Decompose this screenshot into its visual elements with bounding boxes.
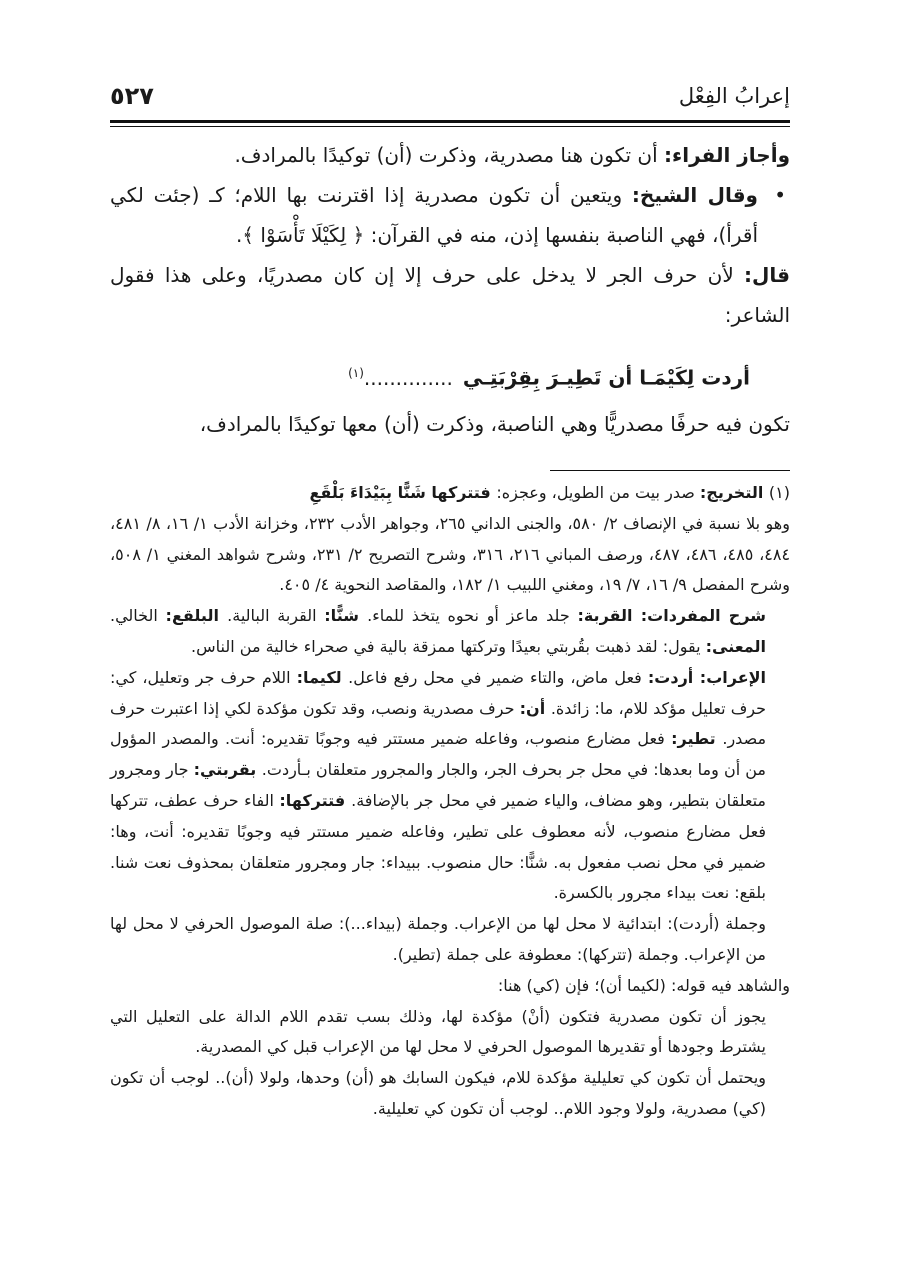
sheikh-text: ويتعين أن تكون مصدرية إذا اقترنت بها اللام؛ كـ (جئت لكي أقرأ)، فهي الناصبة بنفسها إذن، منه في القرآن: ﴿ لِكَيْلَا تَأْسَوْا ﴾. bbox=[110, 183, 758, 247]
vocab-def-shann: القربة البالية. bbox=[227, 606, 325, 626]
footnote-option-2 bbox=[110, 1063, 790, 1125]
paragraph-farra bbox=[110, 135, 790, 175]
vocab-word-balqa: البلقع: bbox=[165, 606, 228, 626]
main-text bbox=[110, 135, 790, 444]
hemistich-text: فتتركها شَنًّا بِبَيْدَاءَ بَلْقَعِ bbox=[309, 483, 497, 502]
poetry-verse bbox=[110, 353, 790, 398]
footnote-vocabulary bbox=[110, 601, 790, 663]
footnote-takhrij bbox=[110, 478, 790, 509]
footnotes bbox=[110, 478, 790, 1125]
irab-def-tatira: فعل مضارع منصوب، وفاعله ضمير مستتر فيه وجوبًا تقديره: أنت. والمصدر المؤول من أن وما بعدها: في محل جر بحرف الجر، والجار والمجرور متعلقان بـأردت. bbox=[110, 729, 766, 780]
vocab-word-meaning: المعنى: bbox=[705, 636, 766, 656]
irab-def-fatatrukaha: الفاء حرف عطف، تتركها فعل مضارع منصوب، لأنه معطوف على تطير، وفاعله ضمير مستتر فيه وجوبًا تقديره: أنت، وها: ضمير في محل نصب مفعول به. شنًّا: حال منصوب. ببيداء: جار ومجرور متعلقان بمحذوف نعت شنا. بلقع: نعت بيداء مجرور بالكسرة. bbox=[110, 790, 766, 903]
page-number: ٥٢٧ bbox=[110, 82, 154, 110]
header-rule-thick bbox=[110, 120, 790, 123]
paragraph-sheikh bbox=[110, 175, 790, 255]
page-header bbox=[110, 76, 790, 116]
irab-word-biqirbati: بقربتي: bbox=[193, 760, 262, 780]
bullet-icon: • bbox=[774, 183, 786, 207]
farra-label: وأجاز الفراء: bbox=[664, 143, 790, 167]
vocab-def-qirba: جلد ماعز أو نحوه يتخذ للماء. bbox=[367, 606, 578, 626]
conclusion-text: تكون فيه حرفًا مصدريًّا وهي الناصبة، وذكرت (أن) معها توكيدًا بالمرادف، bbox=[199, 411, 790, 436]
footnote-number: (١) bbox=[768, 483, 790, 502]
irab-word-tatira: تطير: bbox=[671, 729, 723, 749]
header-rule-thin bbox=[110, 126, 790, 127]
sheikh-label: وقال الشيخ: bbox=[631, 183, 758, 207]
vocab-word-shann: شنًّا: bbox=[324, 606, 368, 626]
shahid-text: والشاهد فيه قوله: (لكيما أن)؛ فإن (كي) هنا: bbox=[497, 975, 790, 995]
verse-dots: .............. bbox=[363, 365, 453, 390]
sources-text: وهو بلا نسبة في الإنصاف ٢/ ٥٨٠، والجنى الداني ٢٦٥، وجواهر الأدب ٢٣٢، وخزانة الأدب ١/ ١٦، ٨/ ٤٨١، ٤٨٤، ٤٨٥، ٤٨٦، ٤٨٧، ورصف المباني ٢١٦، ٣١٦، وشرح التصريح ٢/ ٢٣١، وشرح شواهد المغني ١/ ٥٠٨، وشرح المفصل ٩/ ١٦، ٧/ ١٩، ومغني اللبيب ١/ ١٨٢، والمقاصد النحوية ٤/ ٤٠٥. bbox=[110, 513, 791, 595]
paragraph-qal bbox=[110, 255, 790, 335]
irab-def-biqirbati: جار ومجرور متعلقان بتطير، وهو مضاف، والياء ضمير في محل جر بالإضافة. bbox=[110, 760, 766, 810]
vocab-def-meaning: يقول: لقد ذهبت بقُربتي بعيدًا وتركتها ممزقة بالية في صحراء خالية من الناس. bbox=[191, 636, 706, 656]
footnote-separator bbox=[550, 470, 790, 471]
running-title: إعرابُ الفِعْل bbox=[678, 84, 790, 108]
irab-def-aradtu: فعل ماض، والتاء ضمير في محل رفع فاعل. bbox=[348, 667, 648, 687]
irab-word-likayma: لكيما: bbox=[296, 667, 349, 687]
takhrij-text: صدر بيت من الطويل، وعجزه: bbox=[496, 483, 700, 502]
vocab-label: شرح المفردات: bbox=[640, 606, 767, 626]
option-1-text: يجوز أن تكون مصدرية فتكون (أنْ) مؤكدة لها، وذلك بسب تقدم اللام الدالة على التعليل التي يشترط وجودها أو تقديرها الموصول الحرفي لا محل لها من الإعراب قبل كي المصدرية. bbox=[110, 1006, 766, 1057]
irab-label: الإعراب: bbox=[699, 667, 767, 687]
irab-def-likayma: اللام حرف جر وتعليل، كي: حرف تعليل مؤكد للام، ما: زائدة. bbox=[110, 667, 767, 718]
footnote-option-1 bbox=[110, 1002, 790, 1064]
option-2-text: ويحتمل أن تكون كي تعليلية مؤكدة للام، فيكون السابك هو (أن) وحدها، ولولا (أن).. لوجب أن تكون (كي) مصدرية، ولولا وجود اللام.. لوجب أن تكون كي تعليلية. bbox=[110, 1068, 766, 1118]
farra-text: أن تكون هنا مصدرية، وذكرت (أن) توكيدًا بالمرادف. bbox=[234, 143, 665, 167]
footnote-irab bbox=[110, 663, 790, 909]
paragraph-conclusion bbox=[110, 404, 790, 444]
sentences-text: وجملة (أردت): ابتدائية لا محل لها من الإعراب. وجملة (بيداء...): صلة الموصول الحرفي لا محل لها من الإعراب. وجملة (تتركها): معطوفة على جملة (تطير). bbox=[110, 914, 766, 964]
qal-text: لأن حرف الجر لا يدخل على حرف إلا إن كان مصدريًا، وعلى هذا فقول الشاعر: bbox=[110, 263, 790, 327]
footnote-ref[interactable]: (١) bbox=[348, 366, 364, 380]
irab-def-an: حرف مصدرية ونصب، وقد تكون مؤكدة لكي إذا اعتبرت حرف مصدر. bbox=[110, 698, 767, 749]
vocab-word-qirba: القربة: bbox=[577, 606, 641, 626]
irab-word-aradtu: أردت: bbox=[647, 667, 700, 687]
irab-word-fatatrukaha: فتتركها: bbox=[279, 790, 352, 810]
footnote-shahid bbox=[110, 971, 790, 1002]
vocab-def-balqa: الخالي. bbox=[110, 606, 166, 626]
takhrij-label: التخريج: bbox=[699, 483, 769, 502]
footnote-sentences bbox=[110, 909, 790, 971]
footnote-sources bbox=[110, 509, 790, 601]
irab-word-an: أن: bbox=[519, 698, 551, 718]
verse-text: أردت لِكَيْمَـا أن تَطِيـرَ بِقِرْبَتِـي bbox=[462, 365, 750, 390]
qal-label: قال: bbox=[744, 263, 790, 287]
